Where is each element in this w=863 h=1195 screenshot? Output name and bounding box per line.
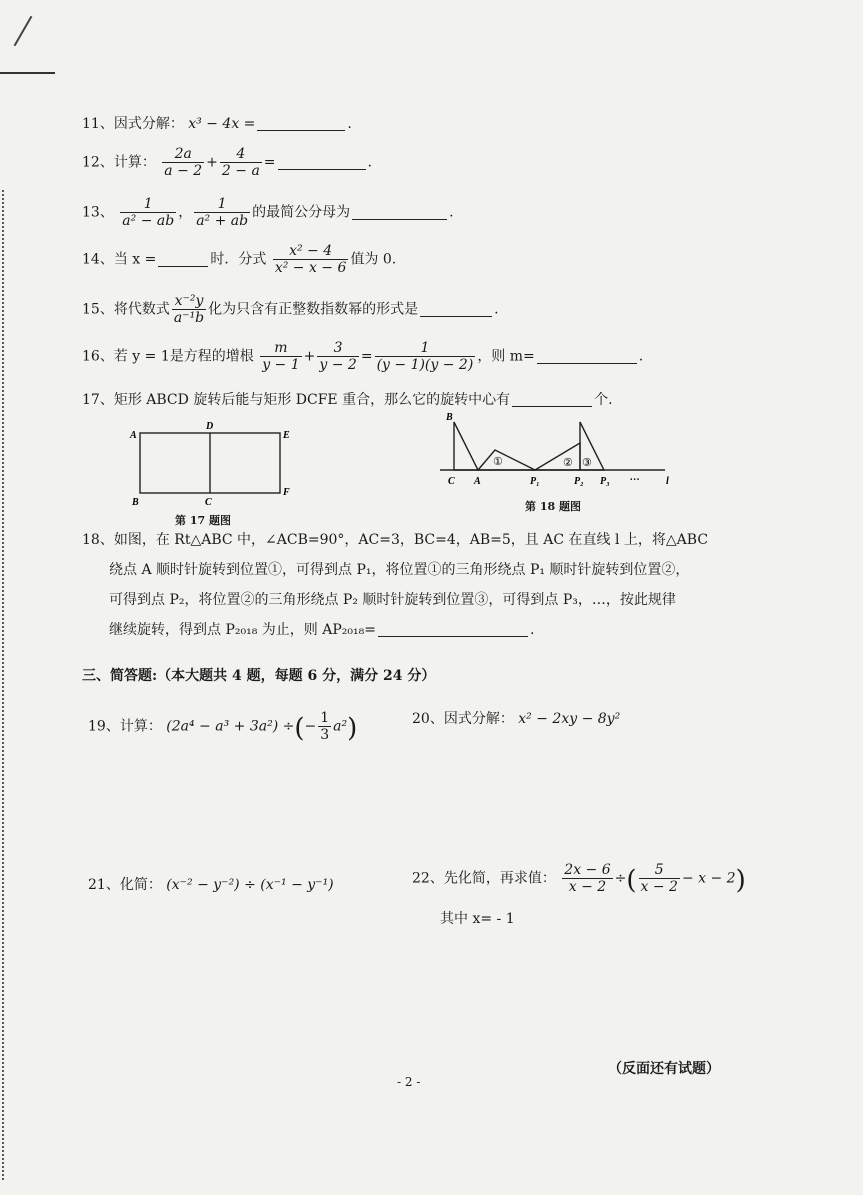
- question-13: 13、 $\frac{1}{\text{a² − ab}}$ ， $\frac{1}{\text{a² + ab}}$ 的最简公分母为 .: [82, 196, 454, 229]
- circle-2-mark: ②: [563, 456, 573, 469]
- answer-blank-16[interactable]: [537, 349, 637, 364]
- answer-blank-12[interactable]: [278, 155, 366, 170]
- triangle-abc: [454, 422, 478, 470]
- answer-blank-13[interactable]: [352, 205, 447, 220]
- question-17: 17、矩形 ABCD 旋转后能与矩形 DCFE 重合，那么它的旋转中心有 个.: [82, 392, 613, 408]
- circle-1-mark: ①: [493, 455, 503, 468]
- fraction: $\frac{4}{2 - a}$: [221, 146, 260, 179]
- question-22: 22、先化简，再求值： $\frac{2x - 6}{x - 2}$ ÷( $\frac{5}{x - 2}$ − x − 2): [412, 862, 746, 896]
- answer-blank-18[interactable]: [378, 622, 528, 637]
- answer-blank-15[interactable]: [420, 302, 492, 317]
- label-C: C: [205, 497, 212, 508]
- question-11: 11、因式分解： x³ − 4x = .: [82, 116, 352, 132]
- label-P3: P₃: [600, 476, 610, 487]
- question-22-condition: 其中 x= - 1: [440, 911, 515, 927]
- continued-note: （反面还有试题）: [608, 1061, 720, 1077]
- label-P2: P₂: [574, 476, 584, 487]
- figure-18-caption: 第 18 题图: [525, 500, 581, 513]
- label-B: B: [446, 412, 453, 423]
- scan-mark: [14, 16, 33, 46]
- label-P1: P₁: [530, 476, 540, 487]
- question-20: 20、因式分解： x² − 2xy − 8y²: [412, 711, 621, 727]
- label-D: D: [206, 421, 214, 432]
- label-A: A: [474, 476, 481, 487]
- triangle-position-2: [535, 443, 580, 470]
- answer-blank-11[interactable]: [257, 116, 345, 131]
- question-15: 15、将代数式 $\frac{\text{x⁻²y}}{\text{a⁻¹b}}$ 化为只含有正整数指数幂的形式是 .: [82, 293, 499, 326]
- question-19: 19、计算： (2a⁴ − a³ + 3a²) ÷(− $\frac{1}{3}$ a²): [88, 710, 358, 744]
- answer-blank-17[interactable]: [512, 392, 592, 407]
- label-B: B: [132, 497, 139, 508]
- figure-17: [125, 418, 305, 518]
- label-A: A: [130, 430, 137, 441]
- section-heading: 三、简答题:（本大题共 4 题，每题 6 分，满分 24 分）: [82, 668, 436, 684]
- triangle-position-1: [478, 450, 535, 470]
- scan-edge-line: [0, 72, 55, 74]
- figure-18: [440, 410, 690, 495]
- page-number: - 2 -: [397, 1075, 421, 1089]
- question-14: 14、当 x = 时．分式 $\frac{\text{x² − 4}}{\text{x² − x − 6}}$ 值为 0.: [82, 243, 397, 276]
- figure-17-caption: 第 17 题图: [175, 514, 231, 527]
- circle-3-mark: ③: [582, 456, 592, 469]
- fraction: $\frac{2a}{a - 2}$: [164, 146, 203, 179]
- question-16: 16、若 y = 1是方程的增根 $\frac{m}{y - 1}$ + $\frac{3}{y - 2}$ = $\frac{1}{(y - 1)(y - 2)}$ ，则 m= .: [82, 340, 644, 373]
- label-E: E: [283, 430, 290, 441]
- question-21: 21、化简： (x⁻² − y⁻²) ÷ (x⁻¹ − y⁻¹): [88, 877, 334, 893]
- label-C: C: [448, 476, 455, 487]
- label-F: F: [283, 487, 290, 498]
- question-12: 12、计算： $\frac{2a}{a - 2}$ + $\frac{4}{2 - a}$ = .: [82, 146, 372, 179]
- question-18: 18、如图，在 Rt△ABC 中，∠ACB=90°，AC=3，BC=4，AB=5，且 AC 在直线 l 上，将△ABC 绕点 A 顺时针旋转到位置①，可得到点 P₁，将位置①的三角形绕点 P₁ 顺时针旋转到位置②， 可得到点 P₂，将位置②的三角形绕点 P₂ 顺时针旋转到位置③，可得到点 P₃，…，按此规律 继续旋转，得到点 P₂₀₁₈ 为止，则 AP₂₀₁₈= .: [82, 532, 709, 638]
- answer-blank-14[interactable]: [158, 252, 208, 267]
- label-ellipsis: …: [630, 472, 640, 483]
- label-l: l: [666, 476, 669, 487]
- binding-dotted-line: [2, 190, 14, 1180]
